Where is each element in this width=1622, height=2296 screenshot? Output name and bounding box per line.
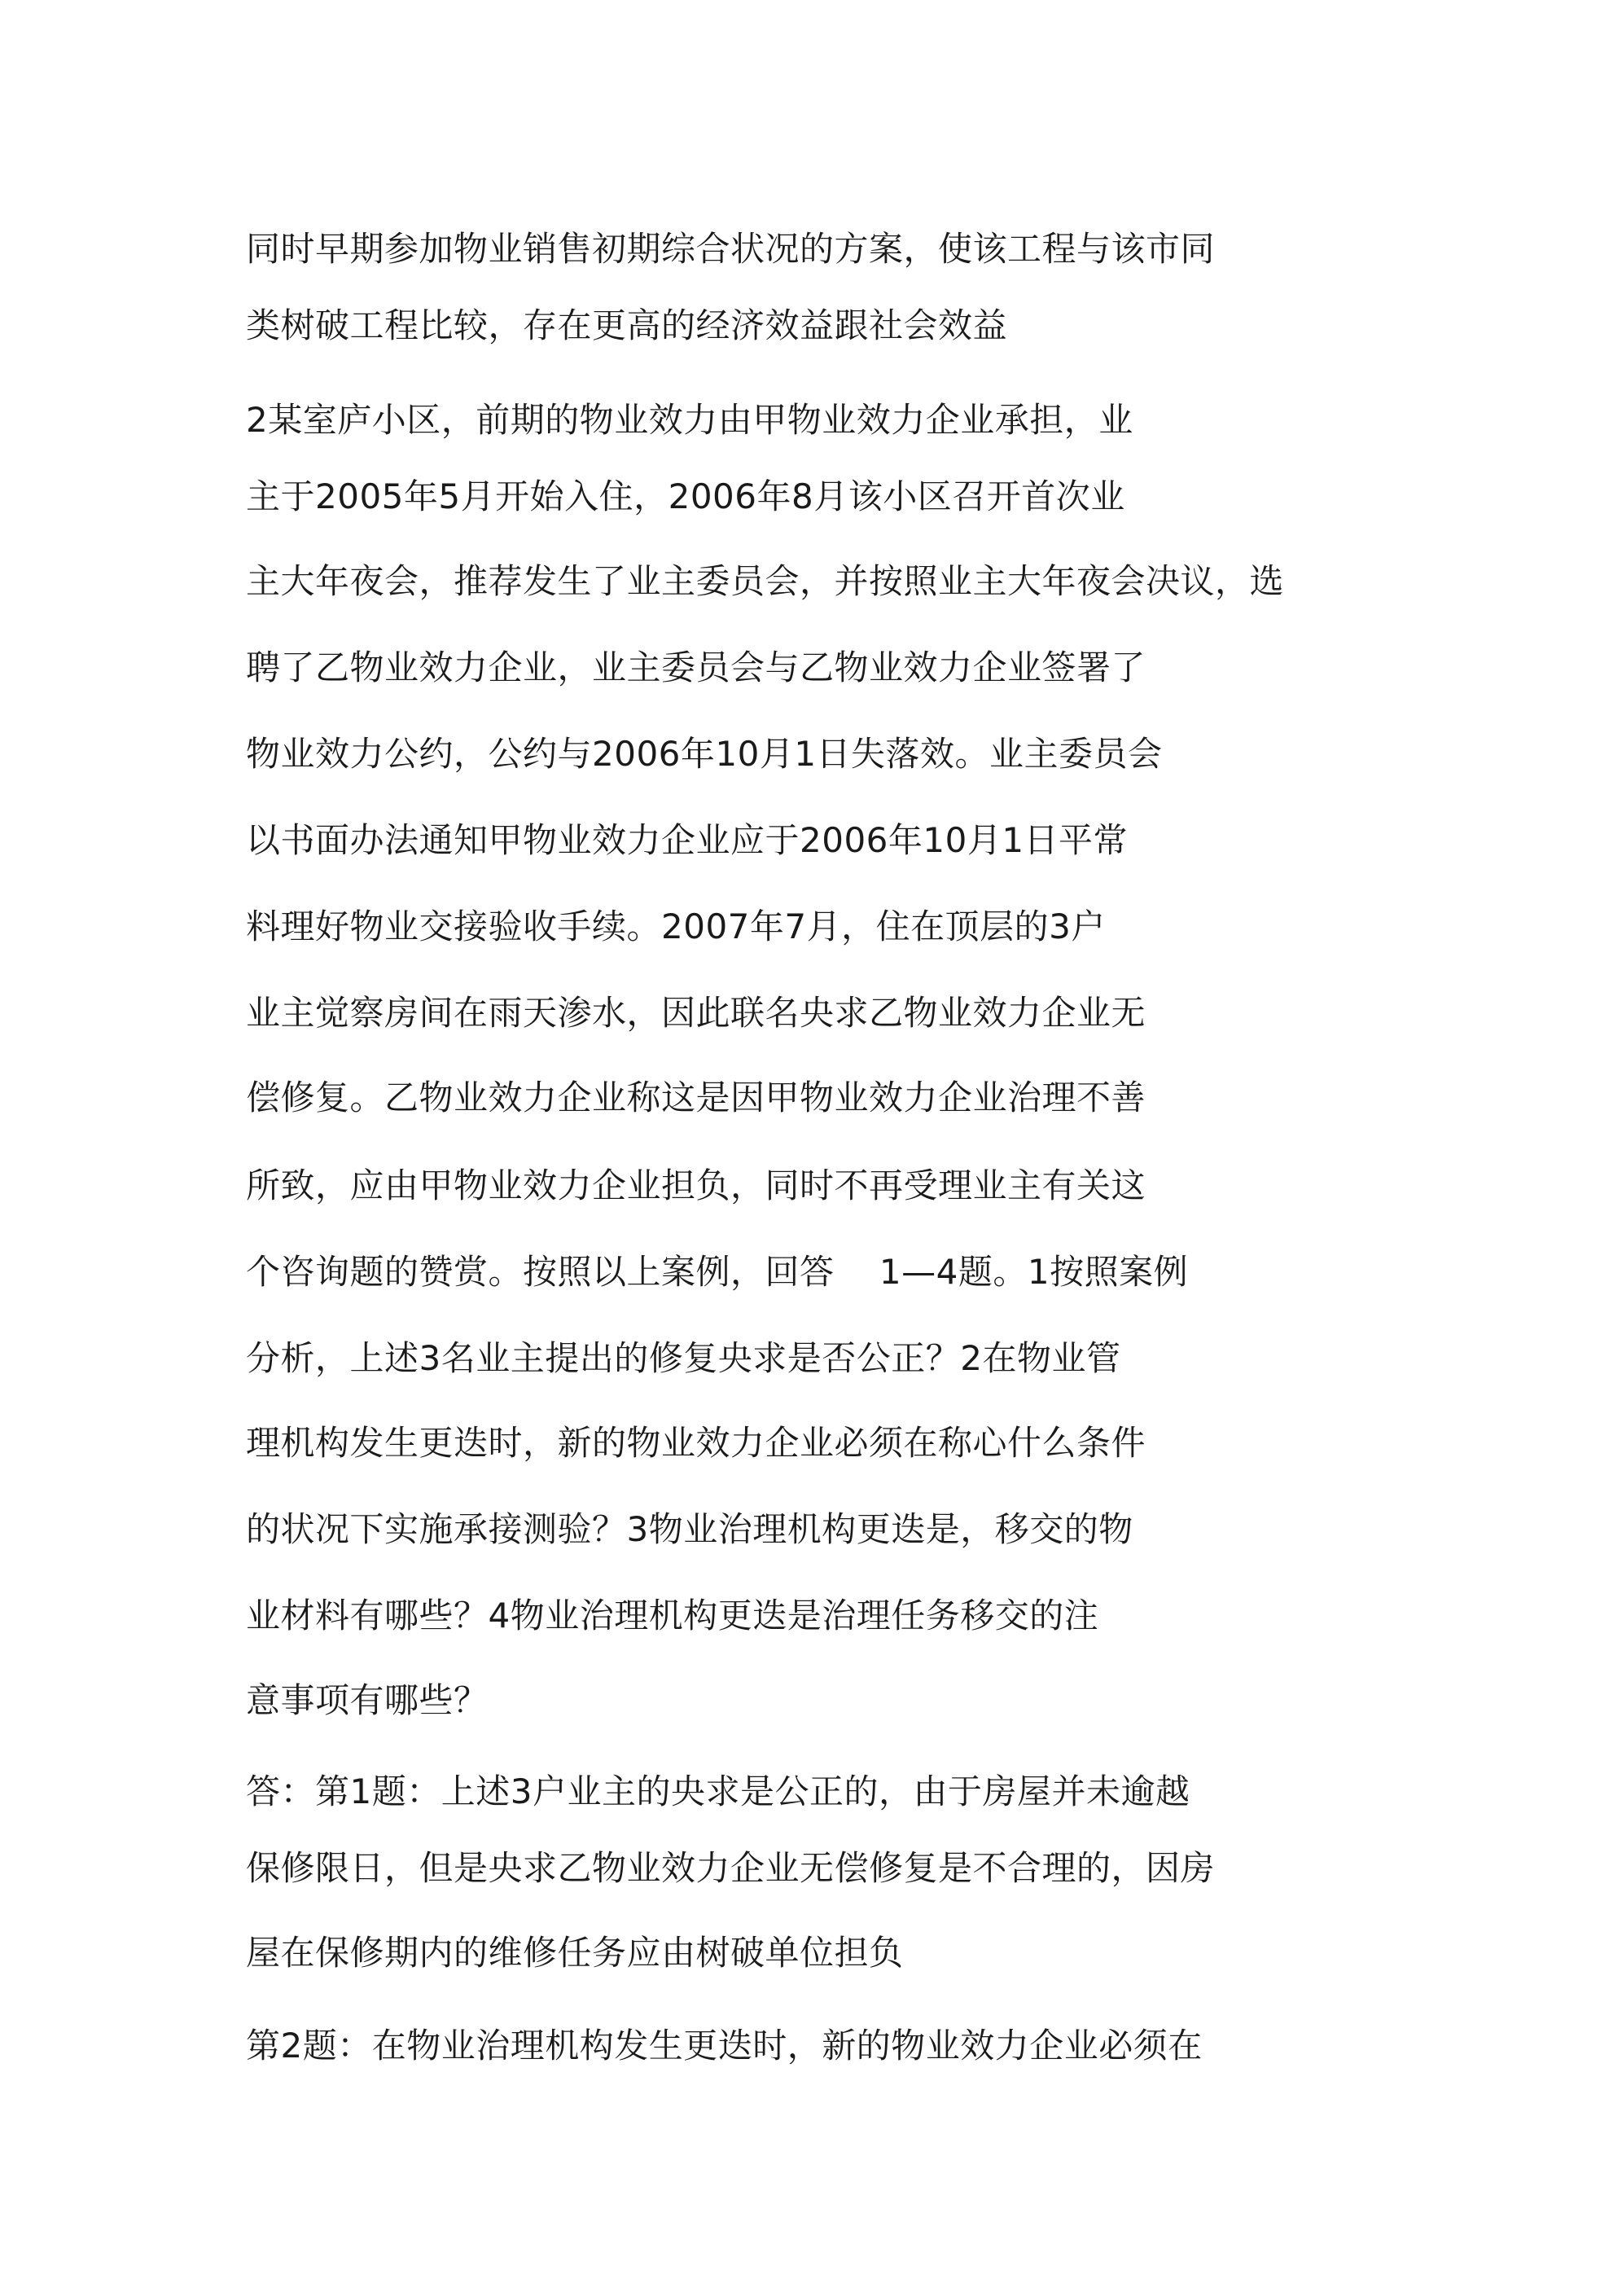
text-line-20: 保修限日，但是央求乙物业效力企业无偿修复是不合理的，因房 bbox=[246, 1848, 1216, 1888]
text-line-7: 物业效力公约，公约与2006年10月1日失落效。业主委员会 bbox=[246, 734, 1163, 774]
text-line-6: 聘了乙物业效力企业，业主委员会与乙物业效力企业签署了 bbox=[246, 648, 1146, 687]
text-line-5: 主大年夜会，推荐发生了业主委员会，并按照业主大年夜会决议，选 bbox=[246, 561, 1285, 601]
text-line-21: 屋在保修期内的维修任务应由树破单位担负 bbox=[246, 1933, 904, 1973]
text-line-18: 意事项有哪些？ bbox=[246, 1680, 489, 1720]
text-line-22: 第2题：在物业治理机构发生更迭时，新的物业效力企业必须在 bbox=[246, 2026, 1203, 2066]
text-line-8: 以书面办法通知甲物业效力企业应于2006年10月1日平常 bbox=[246, 820, 1129, 860]
text-line-2: 类树破工程比较，存在更高的经济效益跟社会效益 bbox=[246, 305, 1008, 345]
text-line-1: 同时早期参加物业销售初期综合状况的方案，使该工程与该市同 bbox=[246, 229, 1216, 269]
text-line-12: 所致，应由甲物业效力企业担负，同时不再受理业主有关这 bbox=[246, 1166, 1146, 1205]
text-line-13: 个咨询题的赞赏。按照以上案例，回答 1—4题。1按照案例 bbox=[246, 1252, 1189, 1292]
text-line-15: 理机构发生更迭时，新的物业效力企业必须在称心什么条件 bbox=[246, 1423, 1146, 1463]
text-line-10: 业主觉察房间在雨天渗水，因此联名央求乙物业效力企业无 bbox=[246, 993, 1146, 1033]
text-line-16: 的状况下实施承接测验？3物业治理机构更迭是，移交的物 bbox=[246, 1509, 1133, 1549]
text-line-14: 分析，上述3名业主提出的修复央求是否公正？2在物业管 bbox=[246, 1338, 1121, 1378]
text-line-4: 主于2005年5月开始入住，2006年8月该小区召开首次业 bbox=[246, 476, 1125, 516]
text-line-9: 料理好物业交接验收手续。2007年7月，住在顶层的3户 bbox=[246, 907, 1106, 946]
text-line-11: 偿修复。乙物业效力企业称这是因甲物业效力企业治理不善 bbox=[246, 1078, 1146, 1117]
text-line-17: 业材料有哪些？4物业治理机构更迭是治理任务移交的注 bbox=[246, 1596, 1099, 1635]
text-line-19: 答：第1题：上述3户业主的央求是公正的，由于房屋并未逾越 bbox=[246, 1771, 1190, 1811]
text-line-3: 2某室庐小区，前期的物业效力由甲物业效力企业承担，业 bbox=[246, 400, 1133, 440]
